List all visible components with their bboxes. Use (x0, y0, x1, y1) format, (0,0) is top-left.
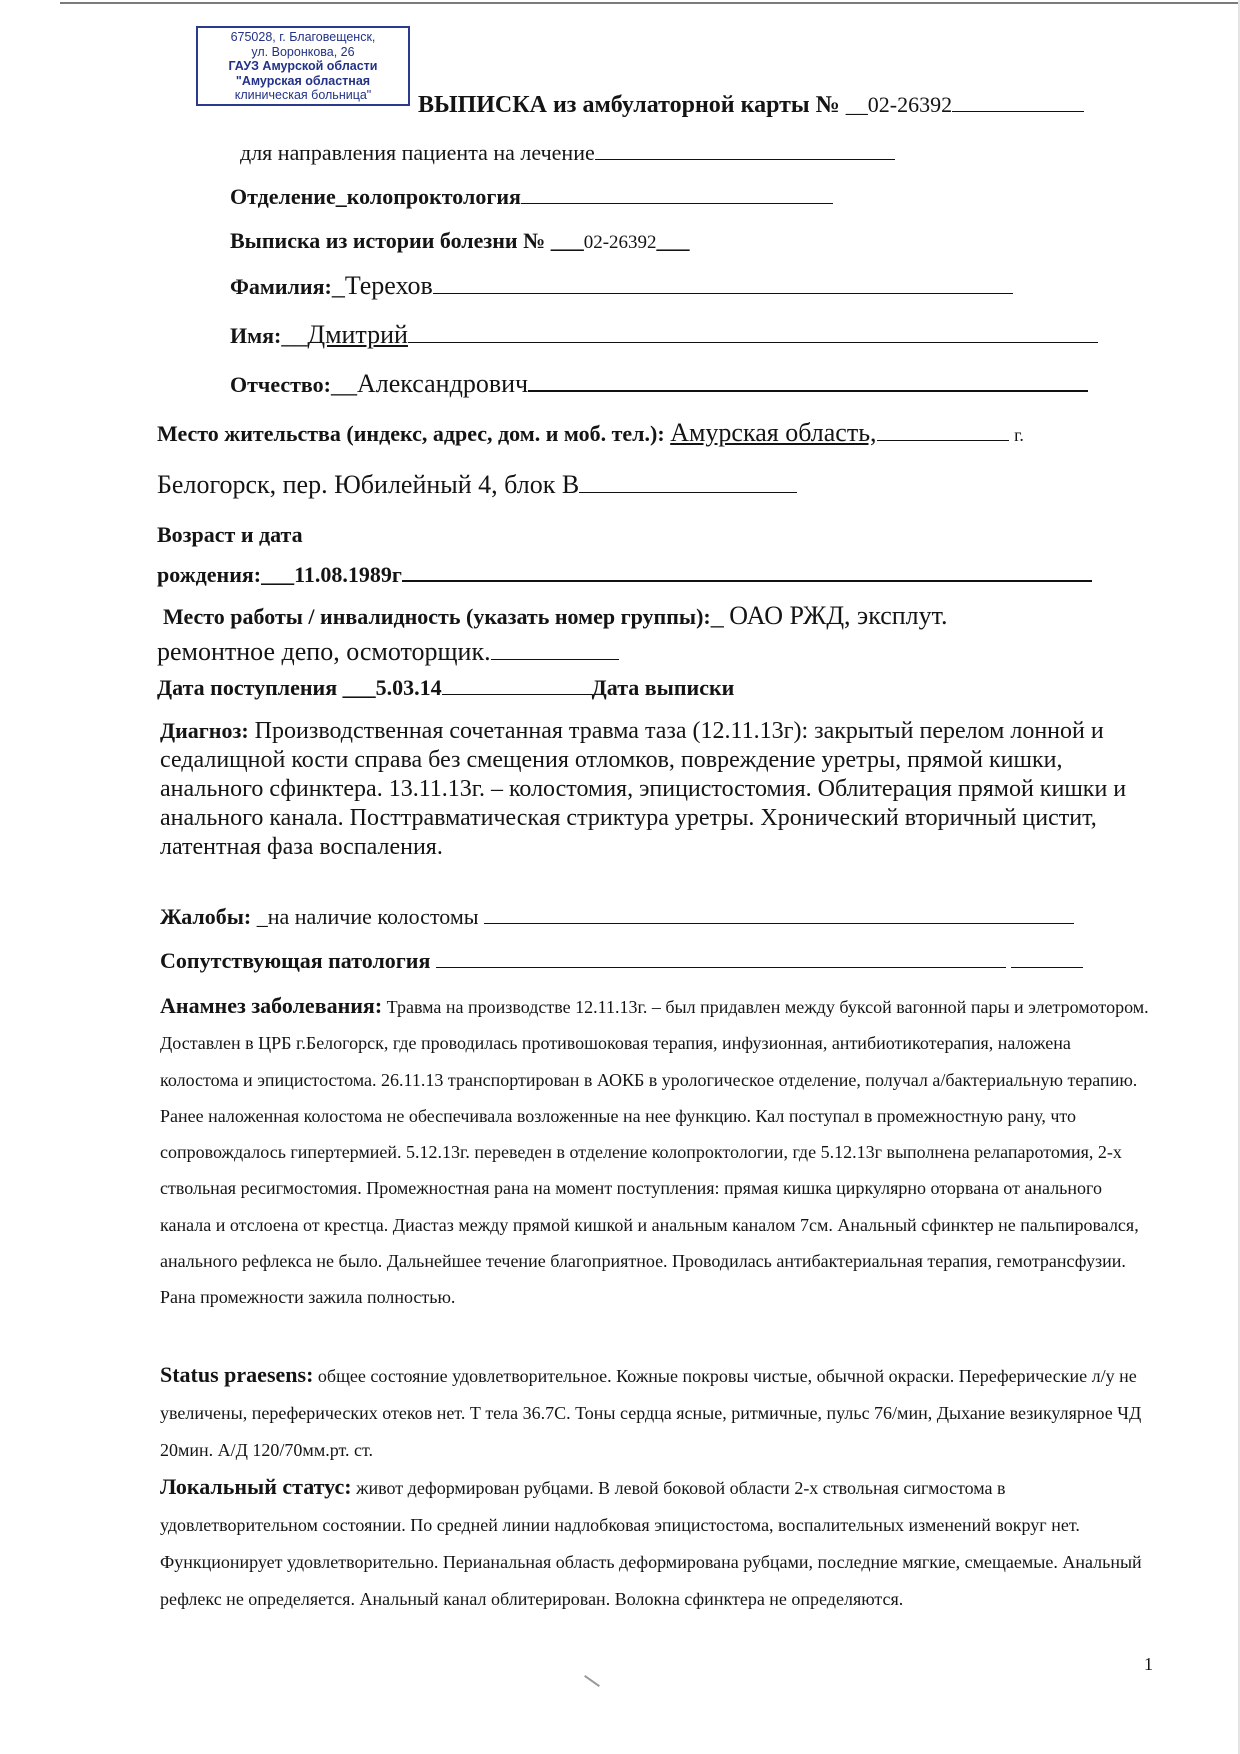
name-label: Имя: (230, 323, 282, 348)
blank-line (952, 110, 1084, 112)
diagnosis-section (160, 716, 1150, 862)
blank-line (1011, 966, 1083, 968)
patronymic-label: Отчество: (230, 372, 331, 397)
blank-line (491, 658, 619, 660)
history-number: 02-26392 (583, 232, 657, 253)
local-status-section (160, 1468, 1150, 1618)
anamnesis-section (160, 988, 1150, 1316)
work-value: ОАО РЖД, эксплут. (729, 601, 948, 630)
blank-line (442, 693, 592, 695)
local-status-label: Локальный статус: (160, 1474, 352, 1499)
stamp-line: 675028, г. Благовещенск, (230, 30, 376, 44)
birth-row (157, 562, 1092, 588)
card-number-prefix: __ (845, 92, 868, 117)
scan-artifact (584, 1675, 600, 1687)
patronymic-prefix: __ (331, 369, 357, 398)
department-row (230, 184, 833, 210)
residence-label: Место жительства (индекс, адрес, дом. и моб. тел.): (157, 421, 665, 446)
blank-line (436, 966, 1006, 968)
patronymic-value: Александрович (357, 369, 529, 398)
age-label: Возраст и дата (157, 522, 303, 547)
blank-line (595, 158, 895, 160)
blank-line (528, 389, 1088, 392)
name-prefix: __ (281, 320, 308, 349)
diagnosis-label: Диагноз: (160, 718, 249, 743)
status-praesens-section (160, 1356, 1150, 1469)
discharge-label: Дата выписки (591, 675, 735, 700)
comorbidity-label: Сопутствующая патология (160, 948, 431, 973)
name-row (230, 320, 1098, 350)
history-label: Выписка из истории болезни № (230, 228, 546, 253)
work-prefix: _ (710, 601, 724, 630)
page-number: 1 (1144, 1654, 1153, 1674)
address-value: Белогорск, пер. Юбилейный 4, блок В (157, 470, 580, 499)
document-title (418, 92, 1084, 119)
blank-line (402, 579, 1092, 582)
card-number: 02-26392 (867, 92, 953, 117)
residence-row (157, 418, 1024, 448)
dates-row (157, 675, 734, 701)
work-label: Место работы / инвалидность (указать номер группы): (163, 604, 711, 629)
blank-line (408, 341, 1098, 343)
status-praesens-label: Status praesens: (160, 1362, 314, 1387)
blank-line (521, 202, 833, 204)
stamp-line: клиническая больница" (234, 88, 372, 102)
history-row (230, 228, 690, 254)
scan-edge-top (60, 2, 1240, 4)
surname-row (230, 271, 1013, 301)
status-praesens-text: общее состояние удовлетворительное. Кожные покровы чистые, обычной окраски. Переферические л/у не увеличены, переферических отеков нет. Т тела 36.7С. Тоны сердца ясные, ритмичные, пульс 76/мин, Дыхание везикулярное ЧД 20мин. А/Д 120/70мм.рт. ст. (160, 1366, 1142, 1460)
work-row-continued (157, 637, 619, 667)
blank-line (579, 491, 797, 493)
department-label: Отделение_ (230, 184, 347, 209)
institution-stamp (196, 26, 410, 106)
history-suffix: ___ (656, 228, 690, 253)
title-text: ВЫПИСКА из амбулаторной карты № (418, 92, 840, 118)
birth-prefix: ___ (261, 562, 295, 587)
name-value: Дмитрий (307, 320, 408, 349)
residence-value: Амурская область, (670, 418, 877, 447)
work-row (163, 601, 948, 631)
surname-label: Фамилия: (230, 274, 332, 299)
blank-line (433, 292, 1013, 294)
complaints-value: на наличие колостомы (267, 904, 479, 929)
blank-line (484, 922, 1074, 924)
department-value: колопроктология (346, 184, 521, 209)
blank-line (877, 439, 1009, 441)
scan-artifact (97, 62, 157, 68)
stamp-line: ГАУЗ Амурской области (228, 59, 378, 73)
surname-value: Терехов (344, 271, 433, 300)
age-label-row (157, 522, 303, 548)
admission-prefix: ___ (342, 675, 376, 700)
direction-label: для направления пациента на лечение (240, 140, 595, 165)
complaints-row (160, 904, 1074, 930)
diagnosis-text: Производственная сочетанная травма таза (12.11.13г): закрытый перелом лонной и седалищной кости справа без смещения отломков, повреждение уретры, прямой кишки, анального сфинктера. 13.11.13г. – колостомия, эпицистостомия. Облитерация прямой кишки и анального канала. Посттравматическая стриктура уретры. Хронический вторичный цистит, латентная фаза воспаления. (160, 718, 1127, 860)
patronymic-row (230, 369, 1088, 399)
admission-date: 5.03.14 (375, 675, 442, 700)
birth-label: рождения: (157, 562, 262, 587)
anamnesis-label: Анамнез заболевания: (160, 993, 383, 1018)
admission-label: Дата поступления (157, 675, 338, 700)
stamp-line: "Амурская областная (235, 73, 371, 88)
complaints-prefix: _ (256, 904, 268, 929)
comorbidity-row (160, 948, 1083, 974)
surname-prefix: _ (331, 271, 345, 300)
birth-date: 11.08.1989г (294, 562, 402, 587)
complaints-label: Жалобы: (160, 904, 252, 929)
stamp-line: ул. Воронкова, 26 (251, 44, 355, 59)
work-value-continued: ремонтное депо, осмоторщик. (157, 637, 491, 666)
city-mark: г. (1014, 425, 1024, 445)
anamnesis-text: Травма на производстве 12.11.13г. – был придавлен между буксой вагонной пары и элетромотором. Доставлен в ЦРБ г.Белогорск, где проводилась противошоковая терапия, инфузионная, антибиотикотерапия, наложена колостома и эпицистостома. 26.11.13 транспортирован в АОКБ в урологическое отделение, получал а/бактериальную терапию. Ранее наложенная колостома не обеспечивала возложенные на нее функцию. Кал поступал в промежностную рану, что сопровождалось гипертермией. 5.12.13г. переведен в отделение колопроктологии, где 5.12.13г выполнена релапаротомия, 2-х ствольная ресигмостомия. Промежностная рана на момент поступления: прямая кишка циркулярно оторвана от анального канала и отслоена от крестца. Диастаз между прямой кишкой и анальным каналом 7см. Анальный сфинктер не пальпировался, анального рефлекса не было. Дальнейшее течение благоприятное. Проводилась антибактериальная терапия, гемотрансфузии. Рана промежности зажила полностью. (160, 997, 1149, 1308)
direction-row (240, 140, 895, 166)
history-prefix: ___ (550, 228, 584, 253)
local-status-text: живот деформирован рубцами. В левой боковой области 2-х ствольная сигмостома в удовлетворительном состоянии. По средней линии надлобковая эпицистостома, воспалительных изменений вокруг нет. Функционирует удовлетворительно. Перианальная область деформирована рубцами, последние мягкие, смещаемые. Анальный рефлекс не определяется. Анальный канал облитерирован. Волокна сфинктера не определяются. (160, 1478, 1142, 1609)
address-row (157, 470, 797, 500)
